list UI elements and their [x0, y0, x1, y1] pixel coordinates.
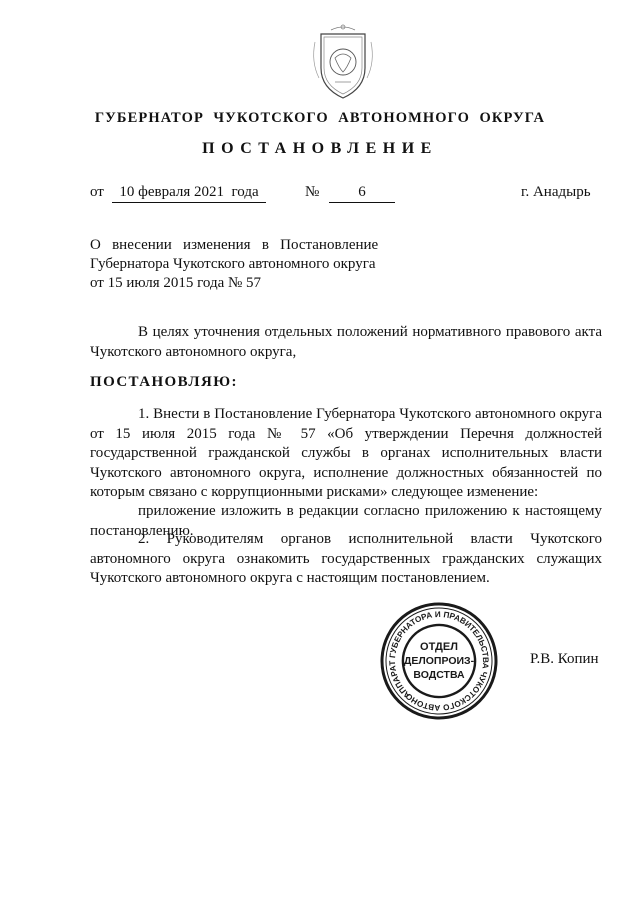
signature-name: Р.В. Копин	[530, 651, 599, 667]
resolve-heading: ПОСТАНОВЛЯЮ:	[90, 374, 238, 390]
issuer-heading: ГУБЕРНАТОР ЧУКОТСКОГО АВТОНОМНОГО ОКРУГА	[94, 110, 546, 126]
stamp-line-3: ВОДСТВА	[413, 669, 465, 681]
coat-of-arms-emblem	[307, 22, 379, 104]
official-stamp	[378, 600, 500, 722]
subject-line-2: Губернатора Чукотского автономного округа	[90, 256, 376, 272]
document-date: 10 февраля 2021 года	[112, 183, 266, 203]
date-prefix: от	[90, 184, 104, 200]
stamp-line-1: ОТДЕЛ	[420, 641, 458, 653]
subject-line-1: О внесении изменения в Постановление	[90, 237, 379, 253]
document-place: г. Анадырь	[521, 184, 591, 200]
preamble-paragraph: В целях уточнения отдельных положений нормативного правового акта Чукотского автономного округа,	[90, 324, 602, 360]
item-1-continuation-paragraph: приложение изложить в редакции согласно приложению к настоящему постановлению.	[90, 503, 602, 539]
number-prefix: №	[305, 184, 320, 200]
stamp-line-2: ДЕЛОПРОИЗ-	[403, 655, 475, 667]
stamp-ring-text: АППАРАТ ГУБЕРНАТОРА И ПРАВИТЕЛЬСТВА ЧУКОТСКОГО АВТОНОМНОГО	[387, 609, 491, 713]
subject-line-3: от 15 июля 2015 года № 57	[90, 275, 262, 291]
document-number: 6	[329, 183, 395, 203]
document-type-heading: ПОСТАНОВЛЕНИЕ	[202, 140, 438, 157]
item-2-paragraph: 2. Руководителям органов исполнительной власти Чукотского автономного округа ознакомить государственных гражданских служащих Чукотского автономного округа с настоящим постановлением.	[90, 531, 602, 586]
item-1-paragraph: 1. Внести в Постановление Губернатора Чукотского автономного округа от 15 июля 2015 года № 57 «Об утверждении Перечня должностей государственной гражданской службы в органах исполнительных власти Чукотского автономного округа, исполнение должностных обязанностей по которым связано с коррупционными рисками» следующее изменение:	[90, 406, 602, 500]
